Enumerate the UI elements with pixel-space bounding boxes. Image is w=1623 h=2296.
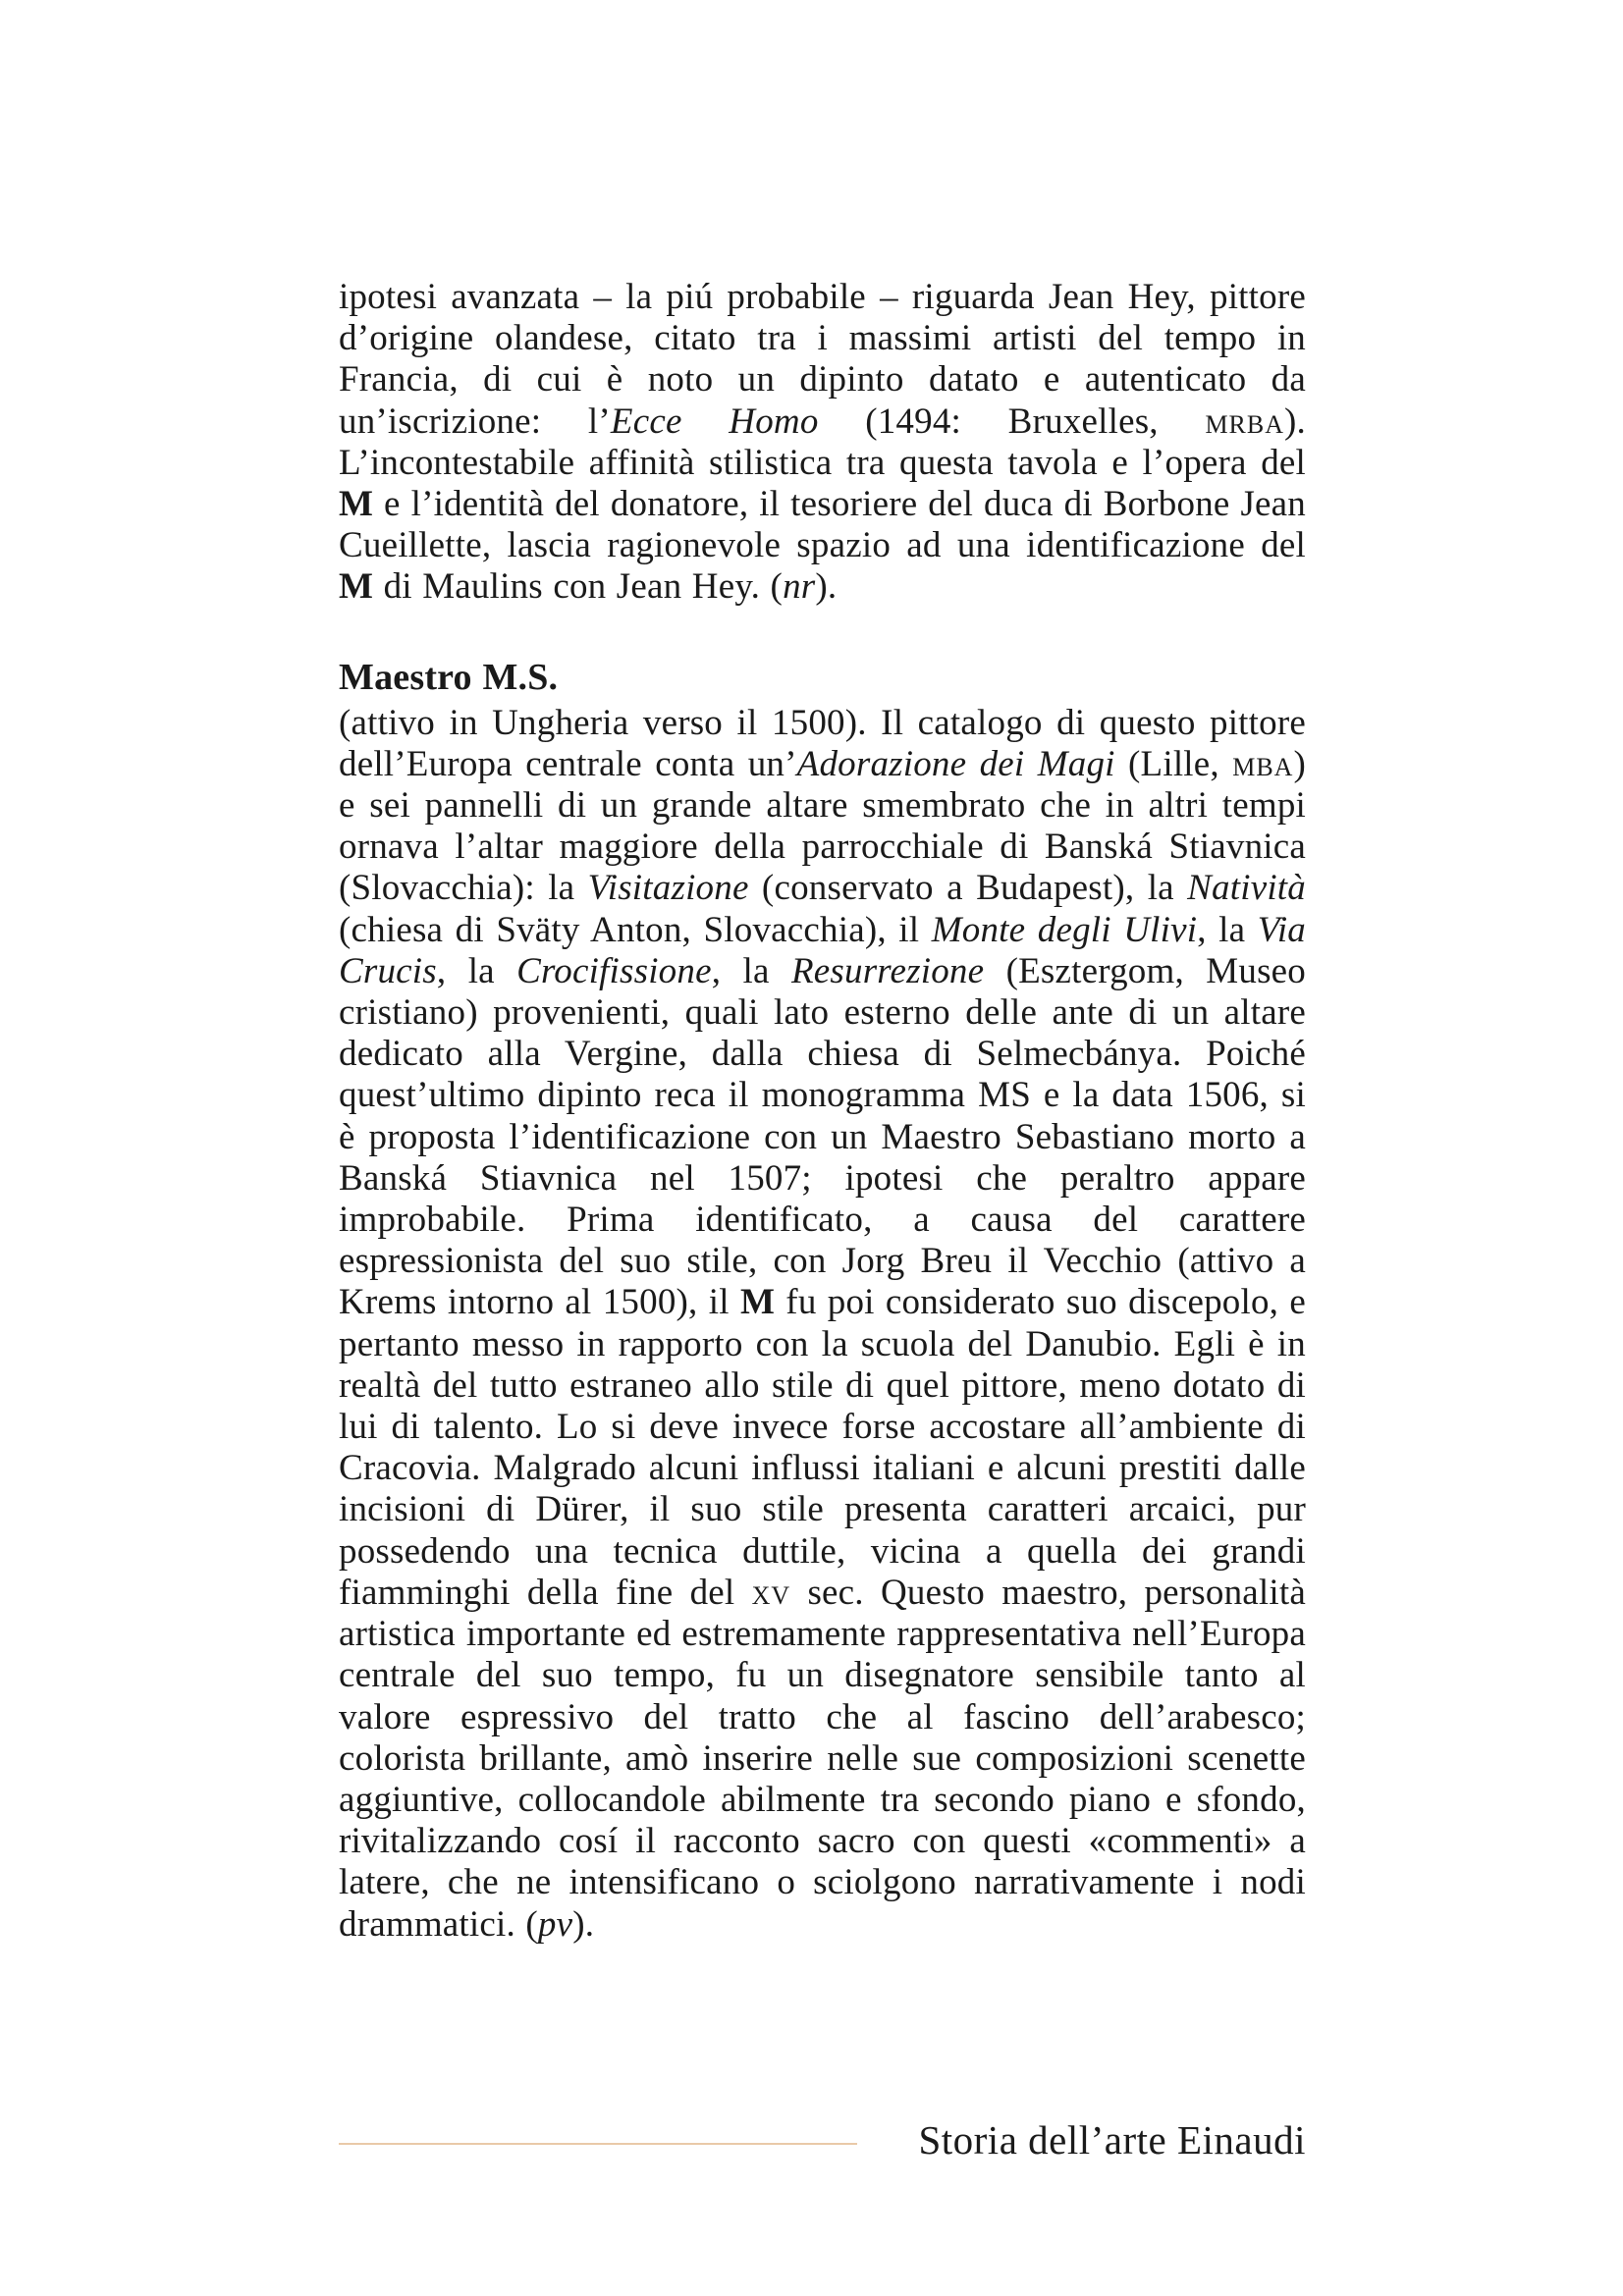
text-run: ). L’incontestabile affinità stilistica tra questa tavola e l’opera del — [339, 400, 1306, 483]
artwork-title: Crocifissione — [516, 950, 712, 991]
text-run: (Lille, — [1114, 743, 1233, 784]
artwork-title: Ecce Homo — [610, 400, 819, 442]
text-run: (1494: Bruxelles, — [818, 400, 1206, 442]
master-abbreviation: M — [339, 566, 374, 608]
text-run: ipotesi avanzata – la piú probabile – riguarda Jean Hey, pittore d’origine olandese, citato tra i massimi artisti del tempo in Francia, di cui è noto un dipinto datato e autenticato da un’iscrizione: l’ — [339, 277, 1306, 442]
text-run: , la — [436, 950, 517, 991]
text-run: sec. Questo maestro, personalità artistica importante ed estremamente rappresentativa nell’Europa centrale del suo tempo, fu un disegnatore sensibile tanto al valore espressivo del tratto che al fascino dell’arabesco; colorista brillante, amò inserire nelle sue composizioni scenette aggiuntive, collocandole abilmente tra secondo piano e sfondo, rivitalizzando cosí il racconto sacro con questi «commenti» a latere, che ne intensificano o sciolgono narrativamente i nodi drammatici. ( — [339, 1572, 1306, 1945]
text-run: (Esztergom, Museo cristiano) provenienti, quali lato esterno delle ante di un altare dedicato alla Vergine, dalla chiesa di Selmecbánya. Poiché quest’ultimo dipinto reca il monogramma MS e la data 1506, si è proposta l’identificazione con un Maestro Sebastiano morto a Banská Stiavnica nel 1507; ipotesi che peraltro appare improbabile. Prima identificato, a causa del carattere espressionista del suo stile, con Jorg Breu il Vecchio (attivo a Krems intorno al 1500), il — [339, 950, 1306, 1323]
entry-heading: Maestro M.S. — [339, 656, 559, 698]
text-run: , la — [711, 950, 791, 991]
text-run: (attivo in Ungheria verso il 1500). Il catalogo di questo pittore dell’Europa centrale conta un’ — [339, 702, 1306, 784]
text-run: e l’identità del donatore, il tesoriere del duca di Borbone Jean Cueillette, lascia ragionevole spazio ad una identificazione del — [339, 484, 1306, 566]
century-numeral: xv — [751, 1572, 791, 1613]
artwork-title: Monte degli Ulivi — [931, 909, 1198, 950]
text-run: ). — [572, 1903, 595, 1945]
entry-continuation-paragraph — [339, 277, 1306, 609]
text-run: , la — [1197, 909, 1258, 950]
text-run: di Maulins con Jean Hey. ( — [373, 566, 784, 608]
text-run: (conservato a Budapest), la — [748, 868, 1188, 909]
master-abbreviation: M — [339, 484, 374, 525]
artwork-title: Adorazione dei Magi — [796, 743, 1115, 784]
master-abbreviation: M — [739, 1282, 776, 1323]
text-run: ) e sei pannelli di un grande altare smembrato che in altri tempi ornava l’altar maggiore della parrocchiale di Banská Stiavnica (Slovacchia): la — [339, 743, 1306, 909]
text-run: fu poi considerato suo discepolo, e pertanto messo in rapporto con la scuola del Danubio. Egli è in realtà del tutto estraneo allo stile di quel pittore, meno dotato di lui di talento. Lo si deve invece forse accostare all’ambiente di Cracovia. Malgrado alcuni influssi italiani e alcuni prestiti dalle incisioni di Dürer, il suo stile presenta caratteri arcaici, pur possedendo una tecnica duttile, vicina a quella dei grandi fiamminghi della fine del — [339, 1282, 1306, 1613]
footer-publisher-label: Storia dell’arte Einaudi — [918, 2117, 1306, 2163]
artwork-title: Resurrezione — [790, 950, 985, 991]
author-initials: pv — [537, 1903, 573, 1945]
page-footer — [339, 2110, 1306, 2169]
footer-rule — [339, 2143, 857, 2145]
text-run: (chiesa di Sväty Anton, Slovacchia), il — [339, 909, 932, 950]
museum-abbreviation: mrba — [1205, 400, 1285, 442]
author-initials: nr — [783, 566, 816, 608]
artwork-title: Via Crucis — [339, 909, 1307, 991]
artwork-title: Natività — [1187, 868, 1306, 909]
entry-body-paragraph — [339, 703, 1306, 1946]
museum-abbreviation: mba — [1232, 743, 1294, 784]
text-run: ). — [815, 566, 838, 608]
text-column — [339, 277, 1306, 1946]
artwork-title: Visitazione — [587, 868, 749, 909]
